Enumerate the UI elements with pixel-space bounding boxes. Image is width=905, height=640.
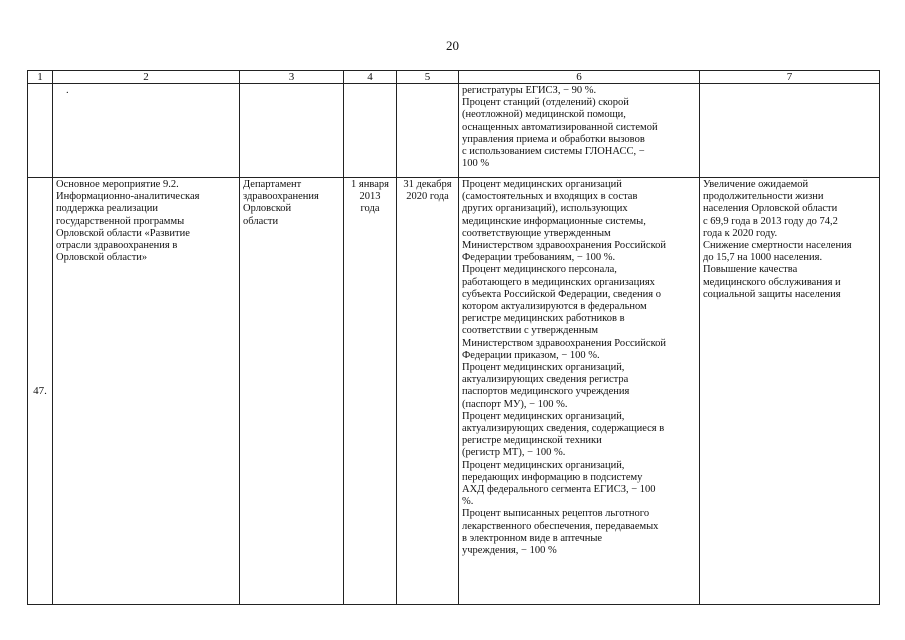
row-number-cell: 47. <box>28 178 53 605</box>
header-cell: 4 <box>344 71 397 84</box>
cell-text-line: других организаций), использующих <box>462 203 628 215</box>
cell-text-line: Повышение качества <box>703 264 798 276</box>
cell-text-line: Процент медицинских организаций, <box>462 459 625 471</box>
header-cell: 7 <box>700 71 880 84</box>
program-table <box>27 70 880 605</box>
table-row <box>28 84 880 178</box>
cell-text-line: (неотложной) медицинской помощи, <box>462 109 626 121</box>
cell-text-line: учреждения, − 100 % <box>462 545 557 557</box>
cell-text-line: социальной защиты населения <box>703 288 841 300</box>
row-number-cell <box>28 84 53 178</box>
cell-text-line: населения Орловской области <box>703 203 838 215</box>
cell-text-line: Процент выписанных рецептов льготного <box>462 508 650 520</box>
cell-text-line: субъекта Российской Федерации, сведения о <box>462 288 662 300</box>
cell-text-line: Орловской области» <box>56 252 148 264</box>
table-row <box>28 178 880 605</box>
cell-text-line: Основное мероприятие 9.2. <box>56 179 179 190</box>
start-date-cell <box>344 84 397 178</box>
cell-text-line: 31 декабря <box>403 179 452 190</box>
cell-text-line: Департамент <box>243 179 302 190</box>
cell-text-line: Федерации требованиям, − 100 %. <box>462 252 616 264</box>
executor-cell <box>240 84 344 178</box>
start-date-cell <box>344 178 397 605</box>
cell-text-line: управления приема и обработки вызовов <box>462 133 645 145</box>
cell-text-line: Орловской <box>243 203 292 215</box>
cell-text-line: паспортов медицинского учреждения <box>462 386 630 398</box>
cell-text-line: Орловской области «Развитие <box>56 227 190 239</box>
cell-text-line: Федерации приказом, − 100 %. <box>462 349 600 361</box>
cell-text-line: лекарственного обеспечения, передаваемых <box>462 520 659 532</box>
end-date-cell <box>397 178 459 605</box>
header-cell: 6 <box>459 71 700 84</box>
cell-text-line: 2013 <box>359 191 381 203</box>
cell-text-line: регистре медицинской техники <box>462 435 602 447</box>
indicators-cell <box>459 84 700 178</box>
cell-text-line: продолжительности жизни <box>703 191 824 203</box>
cell-text-line: года к 2020 году. <box>703 227 778 239</box>
cell-text-line: АХД федерального сегмента ЕГИСЗ, − 100 <box>462 484 656 496</box>
cell-text-line: области <box>243 215 279 227</box>
dot-mark: . <box>66 85 69 96</box>
cell-text-line: 100 % <box>462 158 490 170</box>
cell-text-line: года <box>360 203 380 215</box>
cell-text-line: с 69,9 года в 2013 году до 74,2 <box>703 215 838 227</box>
cell-text-line: регистре медицинских работников в <box>462 313 625 325</box>
cell-text-line: Снижение смертности населения <box>703 240 852 252</box>
results-cell <box>700 84 880 178</box>
cell-text-line: поддержка реализации <box>56 203 158 215</box>
cell-text-line: отрасли здравоохранения в <box>56 240 178 252</box>
cell-text-line: соответствии с утвержденным <box>462 325 599 337</box>
cell-text-line: государственной программы <box>56 215 185 227</box>
cell-text-line: котором актуализируются в федеральном <box>462 301 647 313</box>
cell-text-line: %. <box>462 496 474 508</box>
results-cell <box>700 178 880 605</box>
table-header-row <box>28 71 880 84</box>
header-cell: 5 <box>397 71 459 84</box>
cell-text-line: в электронном виде в аптечные <box>462 532 603 544</box>
cell-text-line: оснащенных автоматизированной системой <box>462 121 658 133</box>
cell-text-line: Министерством здравоохранения Российской <box>462 337 667 349</box>
cell-text-line: до 15,7 на 1000 населения. <box>703 252 823 264</box>
cell-text-line: Увеличение ожидаемой <box>703 179 809 190</box>
cell-text-line: работающего в медицинских организациях <box>462 276 655 288</box>
cell-text-line: 1 января <box>351 179 389 190</box>
cell-text-line: здравоохранения <box>243 191 319 203</box>
activity-cell <box>53 178 240 605</box>
cell-text-line: передающих информацию в подсистему <box>462 471 643 483</box>
end-date-cell <box>397 84 459 178</box>
cell-text-line: Министерством здравоохранения Российской <box>462 240 667 252</box>
cell-text-line: актуализирующих сведения, содержащиеся в <box>462 423 665 435</box>
cell-text-line: Процент медицинского персонала, <box>462 264 617 276</box>
cell-text-line: актуализирующих сведения регистра <box>462 374 629 386</box>
header-cell: 2 <box>53 71 240 84</box>
cell-text-line: медицинского обслуживания и <box>703 276 841 288</box>
cell-text-line: (паспорт МУ), − 100 %. <box>462 398 568 410</box>
header-cell: 3 <box>240 71 344 84</box>
cell-text-line: 2020 года <box>406 191 449 203</box>
cell-text-line: (самостоятельных и входящих в состав <box>462 191 638 203</box>
cell-text-line: соответствующие утвержденным <box>462 227 611 239</box>
cell-text-line: медицинские информационные системы, <box>462 215 646 227</box>
cell-text-line: Процент станций (отделений) скорой <box>462 97 629 109</box>
activity-cell <box>53 84 240 178</box>
cell-text-line: Информационно-аналитическая <box>56 191 200 203</box>
cell-text-line: с использованием системы ГЛОНАСС, − <box>462 146 645 158</box>
page-number: 20 <box>446 38 459 53</box>
cell-text-line: Процент медицинских организаций, <box>462 362 625 374</box>
executor-cell <box>240 178 344 605</box>
cell-text-line: регистратуры ЕГИСЗ, − 90 %. <box>462 85 597 96</box>
cell-text-line: (регистр МТ), − 100 %. <box>462 447 566 459</box>
cell-text-line: Процент медицинских организаций, <box>462 410 625 422</box>
cell-text-line: Процент медицинских организаций <box>462 179 622 190</box>
header-cell: 1 <box>28 71 53 84</box>
indicators-cell <box>459 178 700 605</box>
